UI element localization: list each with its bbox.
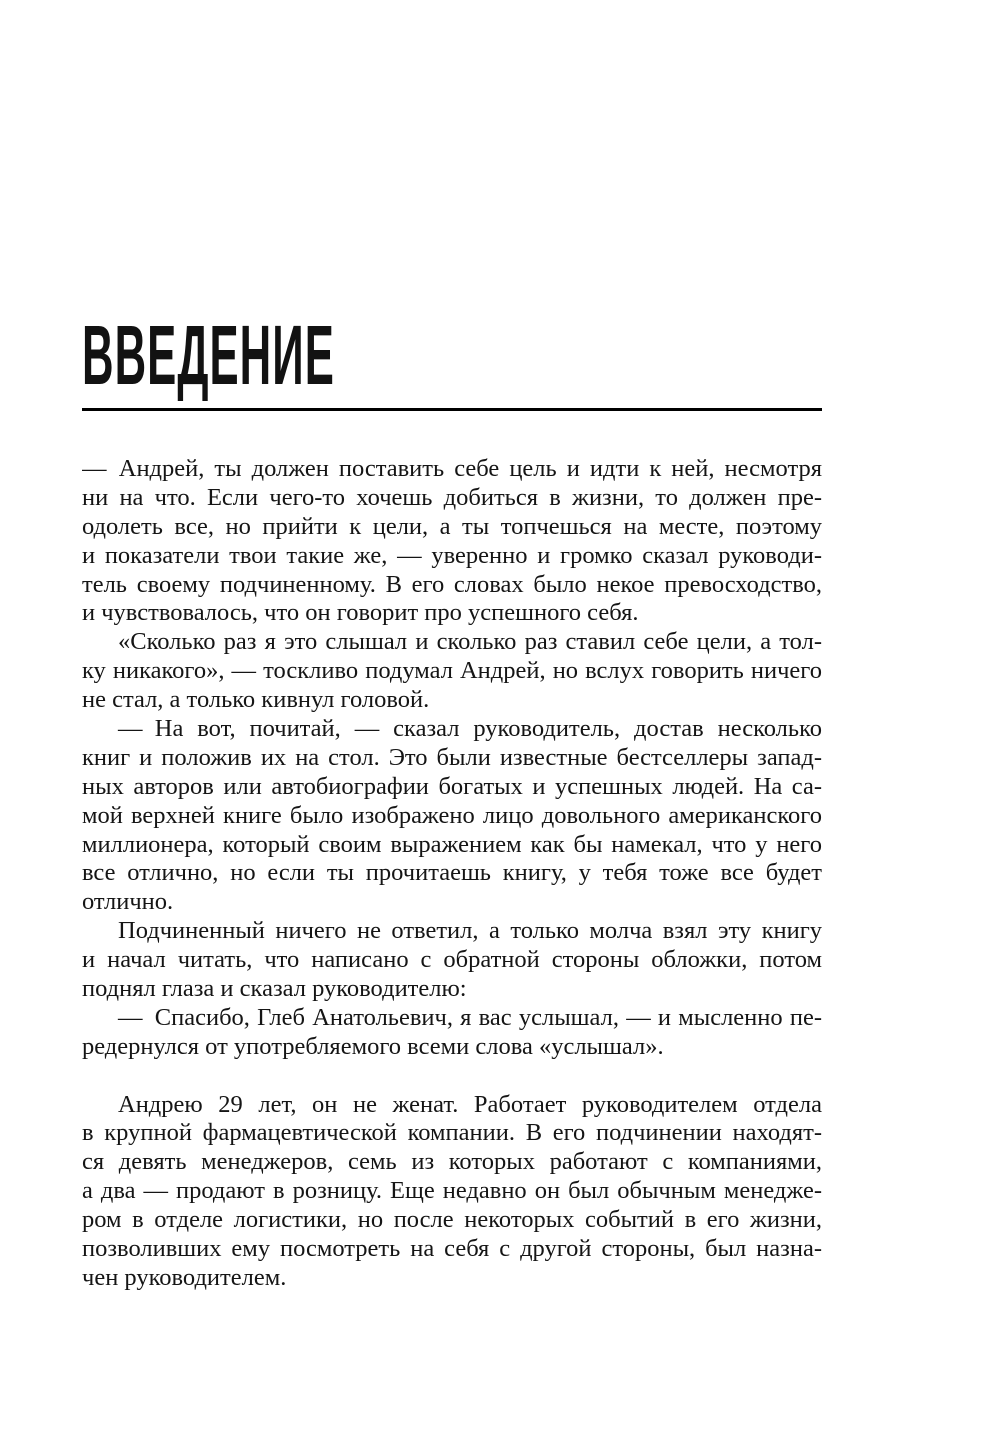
- text-line: миллионера, который своим выражением как бы намекал, что у него: [82, 830, 822, 858]
- body-text: [82, 455, 822, 1293]
- text-line: ни на что. Если чего-то хочешь добиться в жизни, то должен пре-: [82, 483, 822, 511]
- text-line: чен руководителем.: [82, 1263, 287, 1291]
- text-line: позволивших ему посмотреть на себя с другой стороны, был назна-: [82, 1235, 822, 1263]
- text-line: тель своему подчиненному. В его словах было некое превосходство,: [82, 570, 822, 598]
- text-line: все отлично, но если ты прочитаешь книгу, у тебя тоже все будет: [82, 859, 822, 887]
- text-line: а два — продают в розницу. Еще недавно он был обычным менедже-: [82, 1177, 822, 1205]
- text-line: отлично.: [82, 888, 174, 916]
- paragraph: [82, 1091, 822, 1293]
- text-line: ром в отделе логистики, но после некоторых событий в его жизни,: [82, 1206, 822, 1234]
- text-line: «Сколько раз я это слышал и сколько раз ставил себе цели, а тол-: [118, 628, 822, 656]
- text-line: — На вот, почитай, — сказал руководитель, достав несколько: [118, 715, 822, 743]
- text-line: одолеть все, но прийти к цели, а ты топчешься на месте, поэтому: [82, 512, 822, 540]
- chapter-title: [82, 308, 568, 402]
- text-line: в крупной фармацевтической компании. В его подчинении находят-: [82, 1119, 822, 1147]
- text-line: Подчиненный ничего не ответил, а только молча взял эту книгу: [118, 917, 822, 945]
- text-line: — Андрей, ты должен поставить себе цель и идти к ней, несмотря: [82, 455, 822, 482]
- paragraph: [82, 715, 822, 917]
- title-divider-rule: [82, 408, 822, 411]
- text-line: ных авторов или автобиографии богатых и успешных людей. На са-: [82, 772, 822, 800]
- text-line: и показатели твои такие же, — уверенно и громко сказал руководи-: [82, 541, 822, 569]
- text-line: редернулся от употребляемого всеми слова «услышал».: [82, 1032, 664, 1060]
- paragraph: [82, 455, 822, 628]
- chapter-title-text: ВВЕДЕНИЕ: [82, 308, 335, 402]
- text-line: книг и положив их на стол. Это были известные бестселлеры запад-: [82, 743, 822, 771]
- text-line: ся девять менеджеров, семь из которых работают с компаниями,: [82, 1148, 822, 1176]
- text-line: и начал читать, что написано с обратной стороны обложки, потом: [82, 946, 822, 974]
- text-line: Андрею 29 лет, он не женат. Работает руководителем отдела: [118, 1090, 822, 1118]
- paragraph: [82, 1004, 822, 1062]
- paragraph: [82, 917, 822, 1004]
- text-line: мой верхней книге было изображено лицо довольного американского: [82, 801, 822, 829]
- text-line: поднял глаза и сказал руководителю:: [82, 975, 467, 1003]
- text-line: — Спасибо, Глеб Анатольевич, я вас услышал, — и мысленно пе-: [118, 1003, 822, 1031]
- text-line: ку никакого», — тоскливо подумал Андрей, но вслух говорить ничего: [82, 657, 822, 685]
- text-line: не стал, а только кивнул головой.: [82, 686, 430, 714]
- text-line: и чувствовалось, что он говорит про успешного себя.: [82, 599, 639, 627]
- paragraph: [82, 628, 822, 715]
